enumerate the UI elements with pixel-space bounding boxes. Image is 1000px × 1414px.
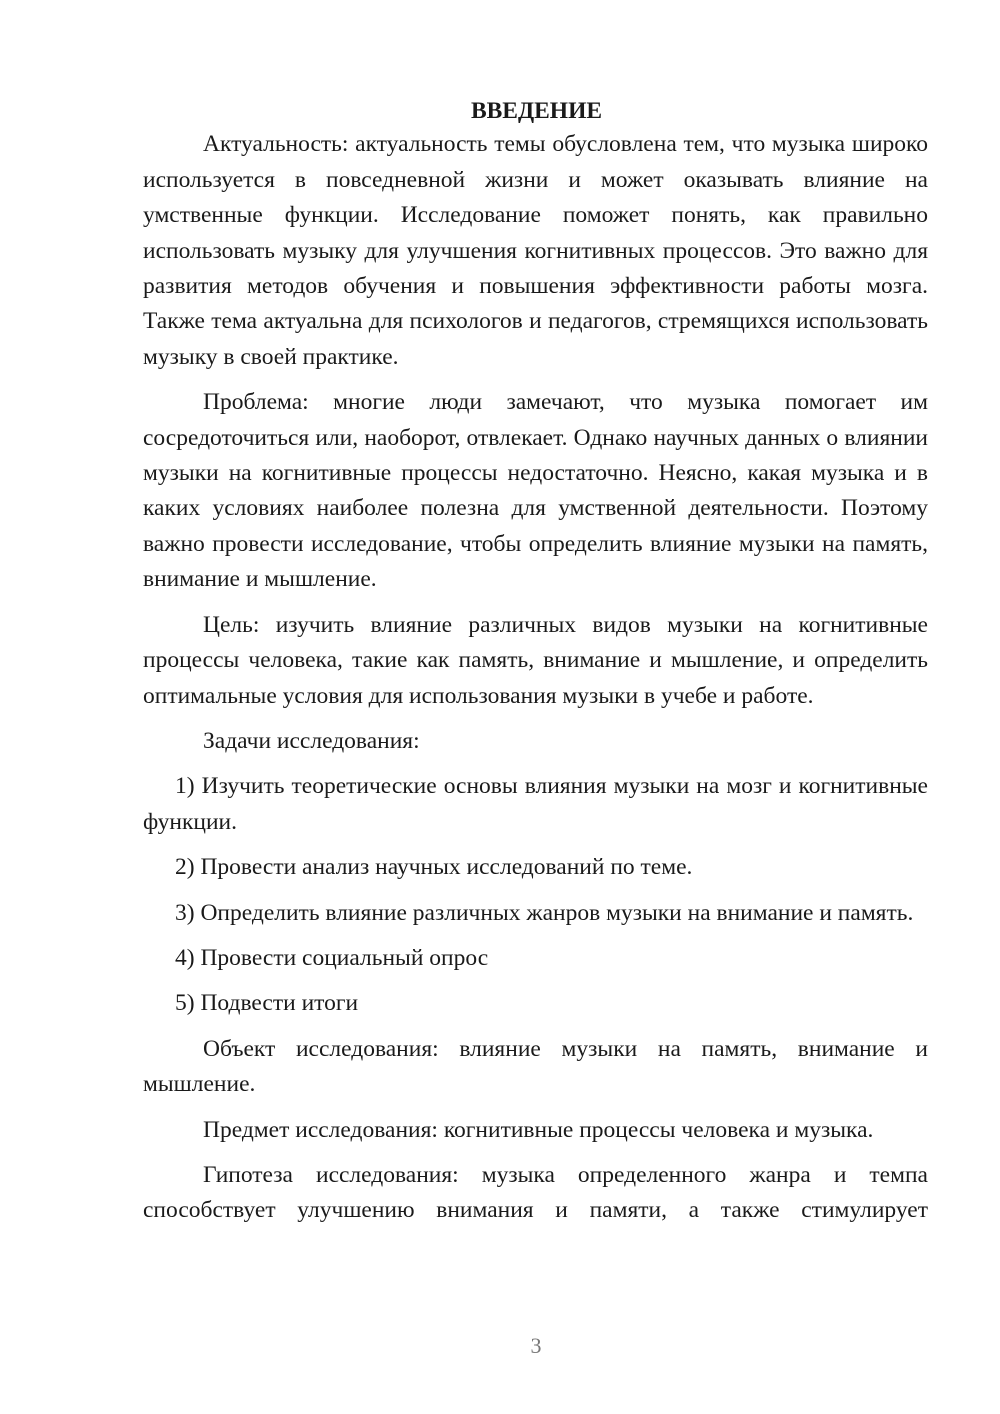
task-item-3: 3) Определить влияние различных жанров музыки на внимание и память. xyxy=(175,899,914,926)
goal-paragraph: Цель: изучить влияние различных видов музыки на когнитивные процессы человека, такие как память, внимание и мышление, и определить оптимальные условия для использования музыки в учебе и работе. xyxy=(143,611,928,709)
problem-paragraph: Проблема: многие люди замечают, что музыка помогает им сосредоточиться или, наоборот, отвлекает. Однако научных данных о влиянии музыки на когнитивные процессы недостаточно. Неясно, какая музыка и в каких условиях наиболее полезна для умственной деятельности. Поэтому важно провести исследование, чтобы определить влияние музыки на память, внимание и мышление. xyxy=(143,389,928,593)
task-item-5: 5) Подвести итоги xyxy=(175,990,359,1017)
task-item-4: 4) Провести социальный опрос xyxy=(175,944,489,971)
object-paragraph: Объект исследования: влияние музыки на память, внимание и мышление. xyxy=(143,1035,928,1098)
task-item-1: 1) Изучить теоретические основы влияния музыки на мозг и когнитивные функции. xyxy=(143,773,928,835)
hypothesis-paragraph: Гипотеза исследования: музыка определенного жанра и темпа способствует улучшению внимания и памяти, а также стимулирует xyxy=(143,1161,928,1224)
relevance-paragraph: Актуальность: актуальность темы обусловлена тем, что музыка широко используется в повседневной жизни и может оказывать влияние на умственные функции. Исследование поможет понять, как правильно использовать музыку для улучшения когнитивных процессов. Это важно для развития методов обучения и повышения эффективности работы мозга. Также тема актуальна для психологов и педагогов, стремящихся использовать музыку в своей практике. xyxy=(143,131,928,370)
page-number: 3 xyxy=(530,1333,542,1358)
section-heading: ВВЕДЕНИЕ xyxy=(470,98,603,124)
page-content xyxy=(143,94,928,1229)
task-item-2: 2) Провести анализ научных исследований по теме. xyxy=(175,854,693,881)
subject-paragraph: Предмет исследования: когнитивные процессы человека и музыка. xyxy=(203,1116,874,1143)
tasks-heading: Задачи исследования: xyxy=(203,727,420,754)
